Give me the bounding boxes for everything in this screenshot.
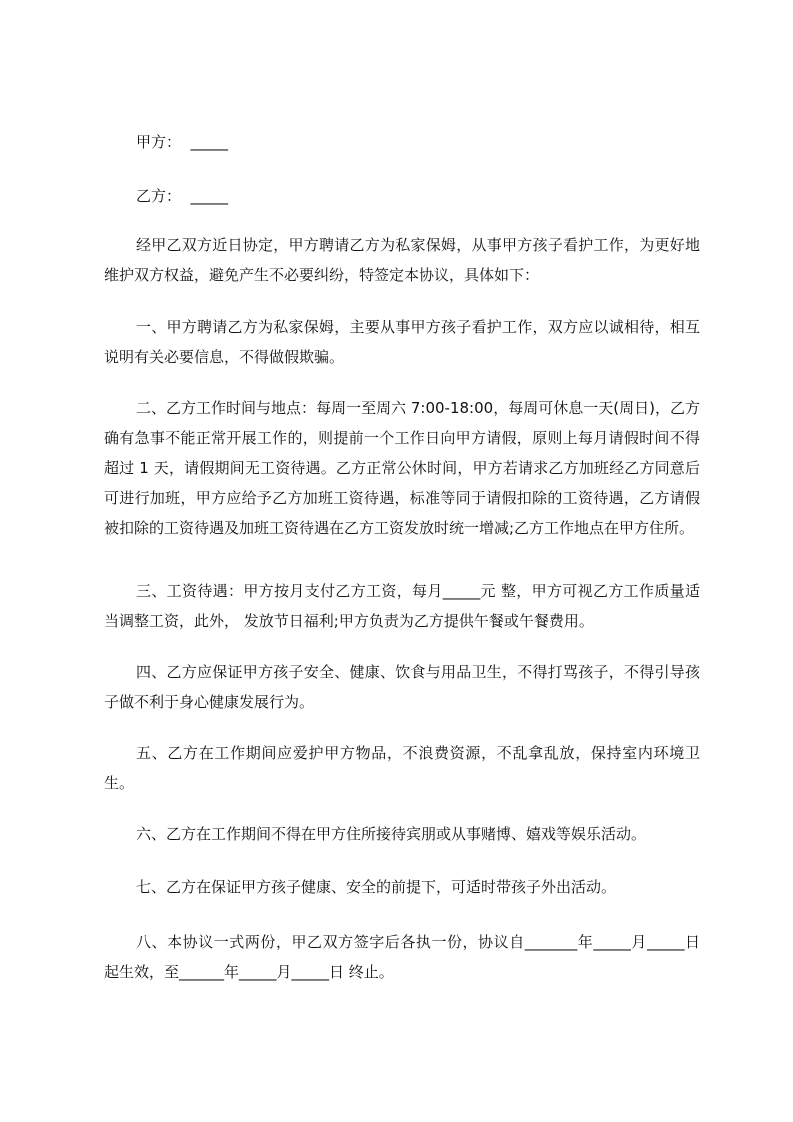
party-b-line: 乙方： _____	[136, 187, 229, 205]
clause-3: 三、工资待遇：甲方按月支付乙方工资，每月_____元 整，甲方可视乙方工作质量适当调整工资，此外， 发放节日福利;甲方负责为乙方提供午餐或午餐费用。	[104, 582, 700, 630]
clause-5: 五、乙方在工作期间应爱护甲方物品，不浪费资源，不乱拿乱放，保持室内环境卫生。	[104, 744, 700, 792]
clause-4: 四、乙方应保证甲方孩子安全、健康、饮食与用品卫生，不得打骂孩子，不得引导孩子做不利于身心健康发展行为。	[104, 663, 700, 711]
clause-2: 二、乙方工作时间与地点：每周一至周六 7:00-18:00，每周可休息一天(周日)，乙方确有急事不能正常开展工作的，则提前一个工作日向甲方请假，原则上每月请假时间不得超过 1 天，请假期间无工资待遇。乙方正常公休时间，甲方若请求乙方加班经乙方同意后可进行加班，甲方应给予乙方加班工资待遇，标准等同于请假扣除的工资待遇，乙方请假被扣除的工资待遇及加班工资待遇在乙方工资发放时统一增减;乙方工作地点在甲方住所。	[104, 399, 700, 537]
intro-paragraph: 经甲乙双方近日协定，甲方聘请乙方为私家保姆，从事甲方孩子看护工作，为更好地维护双方权益，避免产生不必要纠纷，特签定本协议，具体如下：	[104, 236, 700, 284]
clause-7: 七、乙方在保证甲方孩子健康、安全的前提下，可适时带孩子外出活动。	[136, 878, 617, 896]
clause-6: 六、乙方在工作期间不得在甲方住所接待宾朋或从事赌博、嬉戏等娱乐活动。	[136, 825, 647, 843]
party-a-line: 甲方： _____	[136, 133, 229, 151]
clause-1: 一、甲方聘请乙方为私家保姆，主要从事甲方孩子看护工作，双方应以诚相待，相互说明有关必要信息，不得做假欺骗。	[104, 318, 700, 366]
clause-8: 八、本协议一式两份，甲乙双方签字后各执一份，协议自_______年_____月_____日 起生效，至______年_____月_____日 终止。	[104, 933, 700, 981]
